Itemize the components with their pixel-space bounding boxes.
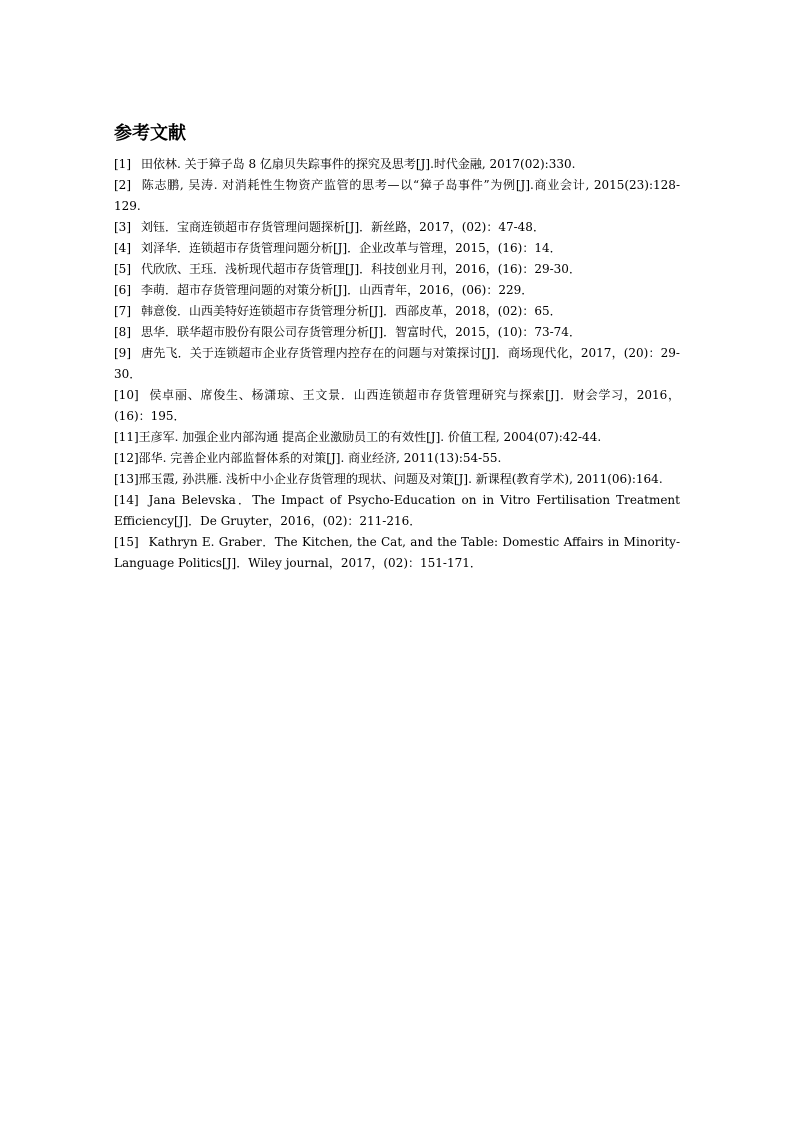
- reference-number: [9]: [114, 346, 131, 360]
- reference-text: 邵华. 完善企业内部监督体系的对策[J]. 商业经济, 2011(13):54-55.: [138, 451, 502, 465]
- reference-number: [11]: [114, 430, 139, 444]
- reference-number: [5]: [114, 262, 131, 276]
- reference-item: [114, 301, 680, 322]
- reference-item: [114, 217, 680, 238]
- reference-number: [10]: [114, 388, 139, 402]
- reference-text: 王彦军. 加强企业内部沟通 提高企业激励员工的有效性[J]. 价值工程, 2004(07):42-44.: [138, 430, 602, 444]
- reference-number: [6]: [114, 283, 131, 297]
- reference-number: [14]: [114, 493, 139, 507]
- reference-item: [114, 448, 680, 469]
- reference-text: 韩意俊．山西美特好连锁超市存货管理分析[J]．西部皮革，2018，(02)：65．: [141, 304, 562, 318]
- reference-item: [114, 490, 680, 532]
- reference-item: [114, 427, 680, 448]
- reference-text: 侯卓丽、席俊生、杨潇琼、王文景．山西连锁超市存货管理研究与探索[J]．财会学习，2016，(16)：195．: [114, 388, 680, 423]
- reference-number: [12]: [114, 451, 139, 465]
- reference-text: 刘泽华．连锁超市存货管理问题分析[J]．企业改革与管理，2015，(16)：14．: [141, 241, 562, 255]
- reference-item: [114, 532, 680, 574]
- reference-text: Kathryn E. Graber．The Kitchen, the Cat, and the Table: Domestic Affairs in Minority‐Language Politics[J]．Wiley journal，2017，(02)：151-171．: [114, 535, 680, 570]
- reference-text: 思华．联华超市股份有限公司存货管理分析[J]．智富时代，2015，(10)：73-74．: [141, 325, 581, 339]
- references-list: [114, 154, 680, 574]
- reference-text: 刘钰．宝商连锁超市存货管理问题探析[J]．新丝路，2017，(02)：47-48．: [141, 220, 545, 234]
- reference-item: [114, 343, 680, 385]
- reference-text: 李萌．超市存货管理问题的对策分析[J]．山西青年，2016，(06)：229．: [141, 283, 534, 297]
- references-heading: 参考文献: [114, 123, 186, 144]
- reference-number: [2]: [114, 178, 131, 192]
- reference-item: [114, 322, 680, 343]
- reference-number: [3]: [114, 220, 131, 234]
- reference-number: [13]: [114, 472, 139, 486]
- reference-number: [15]: [114, 535, 139, 549]
- reference-text: 唐先飞．关于连锁超市企业存货管理内控存在的问题与对策探讨[J]．商场现代化，2017，(20)：29-30．: [114, 346, 680, 381]
- reference-item: [114, 154, 680, 175]
- reference-item: [114, 385, 680, 427]
- reference-item: [114, 469, 680, 490]
- reference-text: Jana Belevska．The Impact of Psycho-Education on in Vitro Fertilisation Treatment Efficiency[J]．De Gruyter，2016，(02)：211-216．: [114, 493, 680, 528]
- reference-number: [8]: [114, 325, 131, 339]
- reference-item: [114, 238, 680, 259]
- reference-number: [7]: [114, 304, 131, 318]
- reference-text: 陈志鹏, 吴涛. 对消耗性生物资产监管的思考—以“獐子岛事件”为例[J].商业会计, 2015(23):128- 129.: [114, 178, 680, 213]
- reference-text: 邢玉霞, 孙洪雁. 浅析中小企业存货管理的现状、问题及对策[J]. 新课程(教育学术), 2011(06):164.: [138, 472, 663, 486]
- reference-item: [114, 280, 680, 301]
- reference-item: [114, 175, 680, 217]
- reference-number: [4]: [114, 241, 131, 255]
- reference-text: 田依林. 关于獐子岛 8 亿扇贝失踪事件的探究及思考[J].时代金融, 2017(02):330.: [141, 157, 576, 171]
- reference-number: [1]: [114, 157, 131, 171]
- reference-item: [114, 259, 680, 280]
- reference-text: 代欣欣、王珏．浅析现代超市存货管理[J]．科技创业月刊，2016，(16)：29-30．: [141, 262, 581, 276]
